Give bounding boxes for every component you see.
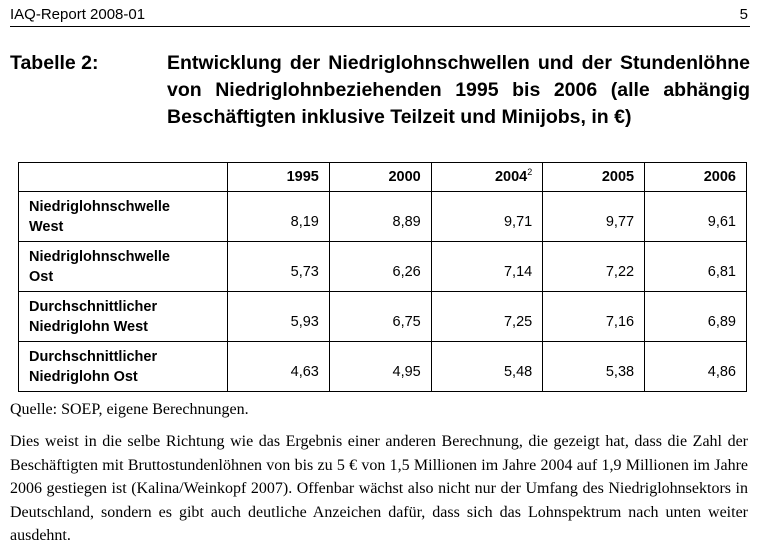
column-header: 2000	[329, 163, 431, 192]
column-header: 2004$^2$	[431, 163, 542, 192]
table-cell: 7,22	[543, 242, 645, 292]
table-cell: 7,16	[543, 292, 645, 342]
table-cell: 4,95	[329, 342, 431, 392]
table-cell: 9,71	[431, 192, 542, 242]
table-row	[19, 242, 747, 292]
table-caption-label: Tabelle 2:	[10, 52, 99, 74]
column-header: 2005	[543, 163, 645, 192]
table-caption-text: Entwicklung der Niedriglohnschwellen und der Stundenlöhne von Niedriglohnbeziehenden 1995 bis 2006 (alle abhängig Beschäftigten inklusive Teilzeit und Minijobs, in €)	[167, 52, 750, 128]
row-label: Niedriglohnschwelle Ost	[19, 242, 228, 292]
table-cell: 4,63	[228, 342, 330, 392]
column-header: 1995	[228, 163, 330, 192]
table-cell: 5,73	[228, 242, 330, 292]
table-cell: 6,26	[329, 242, 431, 292]
table-row	[19, 342, 747, 392]
row-label: Niedriglohnschwelle West	[19, 192, 228, 242]
row-label: Durchschnittlicher Niedriglohn Ost	[19, 342, 228, 392]
table-cell: 8,19	[228, 192, 330, 242]
page-header	[10, 4, 750, 27]
table-source-note: Quelle: SOEP, eigene Berechnungen.	[10, 401, 249, 418]
table-cell: 7,14	[431, 242, 542, 292]
table-cell: 9,77	[543, 192, 645, 242]
table-cell: 6,81	[645, 242, 747, 292]
table-cell: 6,75	[329, 292, 431, 342]
table-cell: 5,93	[228, 292, 330, 342]
table-row	[19, 192, 747, 242]
table-corner-cell	[19, 163, 228, 192]
table-cell: 8,89	[329, 192, 431, 242]
table-cell: 7,25	[431, 292, 542, 342]
report-name: IAQ-Report 2008-01	[10, 6, 146, 23]
table-cell: 4,86	[645, 342, 747, 392]
page-number: 5	[739, 6, 748, 23]
row-label: Durchschnittlicher Niedriglohn West	[19, 292, 228, 342]
table-cell: 5,38	[543, 342, 645, 392]
table-cell: 5,48	[431, 342, 542, 392]
table-row	[19, 292, 747, 342]
body-paragraph: Dies weist in die selbe Richtung wie das Ergebnis einer anderen Berechnung, die gezeigt hat, dass die Zahl der Beschäftigten mit Bruttostundenlöhnen von bis zu 5 € von 1,5 Millionen im Jahre 2004 auf 1,9 Millionen im Jahre 2006 gestiegen ist (Kalina/Weinkopf 2007). Offenbar wächst also nicht nur der Umfang des Niedriglohnsektors in Deutschland, sondern es gibt auch deutliche Anzeichen dafür, dass sich das Lohnspektrum nach unten weiter ausdehnt.	[10, 433, 748, 544]
table-header-row	[19, 163, 747, 192]
table-cell: 9,61	[645, 192, 747, 242]
footnote-marker: 2	[527, 167, 533, 177]
table-cell: 6,89	[645, 292, 747, 342]
wage-table	[18, 162, 747, 392]
column-header: 2006	[645, 163, 747, 192]
